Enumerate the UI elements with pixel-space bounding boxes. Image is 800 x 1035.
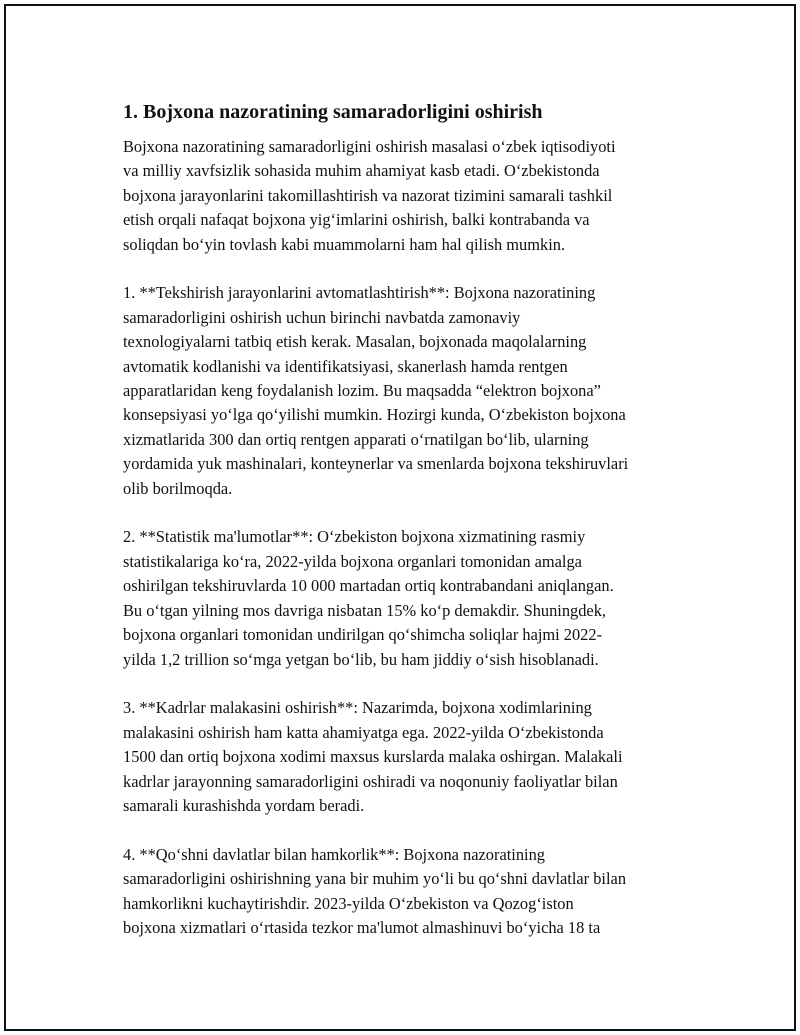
text-line: samaradorligini oshirish uchun birinchi navbatda zamonaviy — [123, 307, 521, 327]
text-line: yordamida yuk mashinalari, konteynerlar va smenlarda bojxona tekshiruvlari — [123, 454, 629, 474]
text-line: 1500 dan ortiq bojxona xodimi maxsus kurslarda malaka oshirgan. Malakali — [123, 747, 623, 767]
text-line: avtomatik kodlanishi va identifikatsiyasi, skanerlash hamda rentgen — [123, 356, 568, 376]
text-line: soliqdan bo‘yin tovlash kabi muammolarni ham hal qilish mumkin. — [123, 234, 566, 254]
text-line: konsepsiyasi yo‘lga qo‘yilishi mumkin. Hozirgi kunda, O‘zbekiston bojxona — [123, 405, 626, 425]
text-line: malakasini oshirish ham katta ahamiyatga ega. 2022-yilda O‘zbekistonda — [123, 722, 604, 742]
text-line: yilda 1,2 trillion so‘mga yetgan bo‘lib, bu ham jiddiy o‘sish hisoblanadi. — [123, 649, 599, 669]
text-line: samarali kurashishda yordam beradi. — [123, 795, 365, 815]
text-line: Bojxona nazoratining samaradorligini oshirish masalasi o‘zbek iqtisodiyoti — [123, 137, 616, 156]
list-item-1-paragraph — [123, 281, 683, 501]
text-line: samaradorligini oshirishning yana bir muhim yo‘li bu qo‘shni davlatlar bilan — [123, 869, 627, 889]
text-line: va milliy xavfsizlik sohasida muhim ahamiyat kasb etadi. O‘zbekistonda — [123, 161, 600, 181]
text-line: xizmatlarida 300 dan ortiq rentgen apparati o‘rnatilgan bo‘lib, ularning — [123, 429, 589, 449]
text-line: bojxona jarayonlarini takomillashtirish va nazorat tizimini samarali tashkil — [123, 185, 613, 205]
text-line: kadrlar jarayonning samaradorligini oshiradi va noqonuniy faoliyatlar bilan — [123, 771, 618, 791]
text-line: 3. **Kadrlar malakasini oshirish**: Nazarimda, bojxona xodimlarining — [123, 698, 592, 718]
text-line: bojxona organlari tomonidan undirilgan qo‘shimcha soliqlar hajmi 2022- — [123, 625, 603, 645]
text-line: 2. **Statistik ma'lumotlar**: O‘zbekiston bojxona xizmatining rasmiy — [123, 527, 586, 547]
text-line: oshirilgan tekshiruvlarda 10 000 martadan ortiq kontrabandani aniqlangan. — [123, 576, 614, 596]
text-line: statistikalariga ko‘ra, 2022-yilda bojxona organlari tomonidan amalga — [123, 551, 582, 571]
text-line: bojxona xizmatlari o‘rtasida tezkor ma'lumot almashinuvi bo‘yicha 18 ta — [123, 917, 601, 937]
text-line: apparatlaridan keng foydalanish lozim. Bu maqsadda “elektron bojxona” — [123, 381, 601, 401]
intro-paragraph — [123, 135, 683, 257]
document-body — [123, 99, 683, 965]
list-item-2-paragraph — [123, 525, 683, 671]
text-line: texnologiyalarni tatbiq etish kerak. Masalan, bojxonada maqolalarning — [123, 332, 587, 352]
text-line: 1. **Tekshirish jarayonlarini avtomatlashtirish**: Bojxona nazoratining — [123, 283, 596, 303]
text-line: etish orqali nafaqat bojxona yig‘imlarini oshirish, balki kontrabanda va — [123, 210, 590, 230]
list-item-4-paragraph — [123, 843, 683, 941]
text-line: Bu o‘tgan yilning mos davriga nisbatan 15% ko‘p demakdir. Shuningdek, — [123, 600, 607, 620]
list-item-3-paragraph — [123, 696, 683, 818]
text-line: hamkorlikni kuchaytirishdir. 2023-yilda O‘zbekiston va Qozog‘iston — [123, 893, 574, 913]
text-line: olib borilmoqda. — [123, 478, 233, 498]
text-line: 4. **Qo‘shni davlatlar bilan hamkorlik**: Bojxona nazoratining — [123, 844, 545, 864]
page-frame — [4, 4, 796, 1031]
section-heading: 1. Bojxona nazoratining samaradorligini oshirish — [123, 101, 543, 123]
